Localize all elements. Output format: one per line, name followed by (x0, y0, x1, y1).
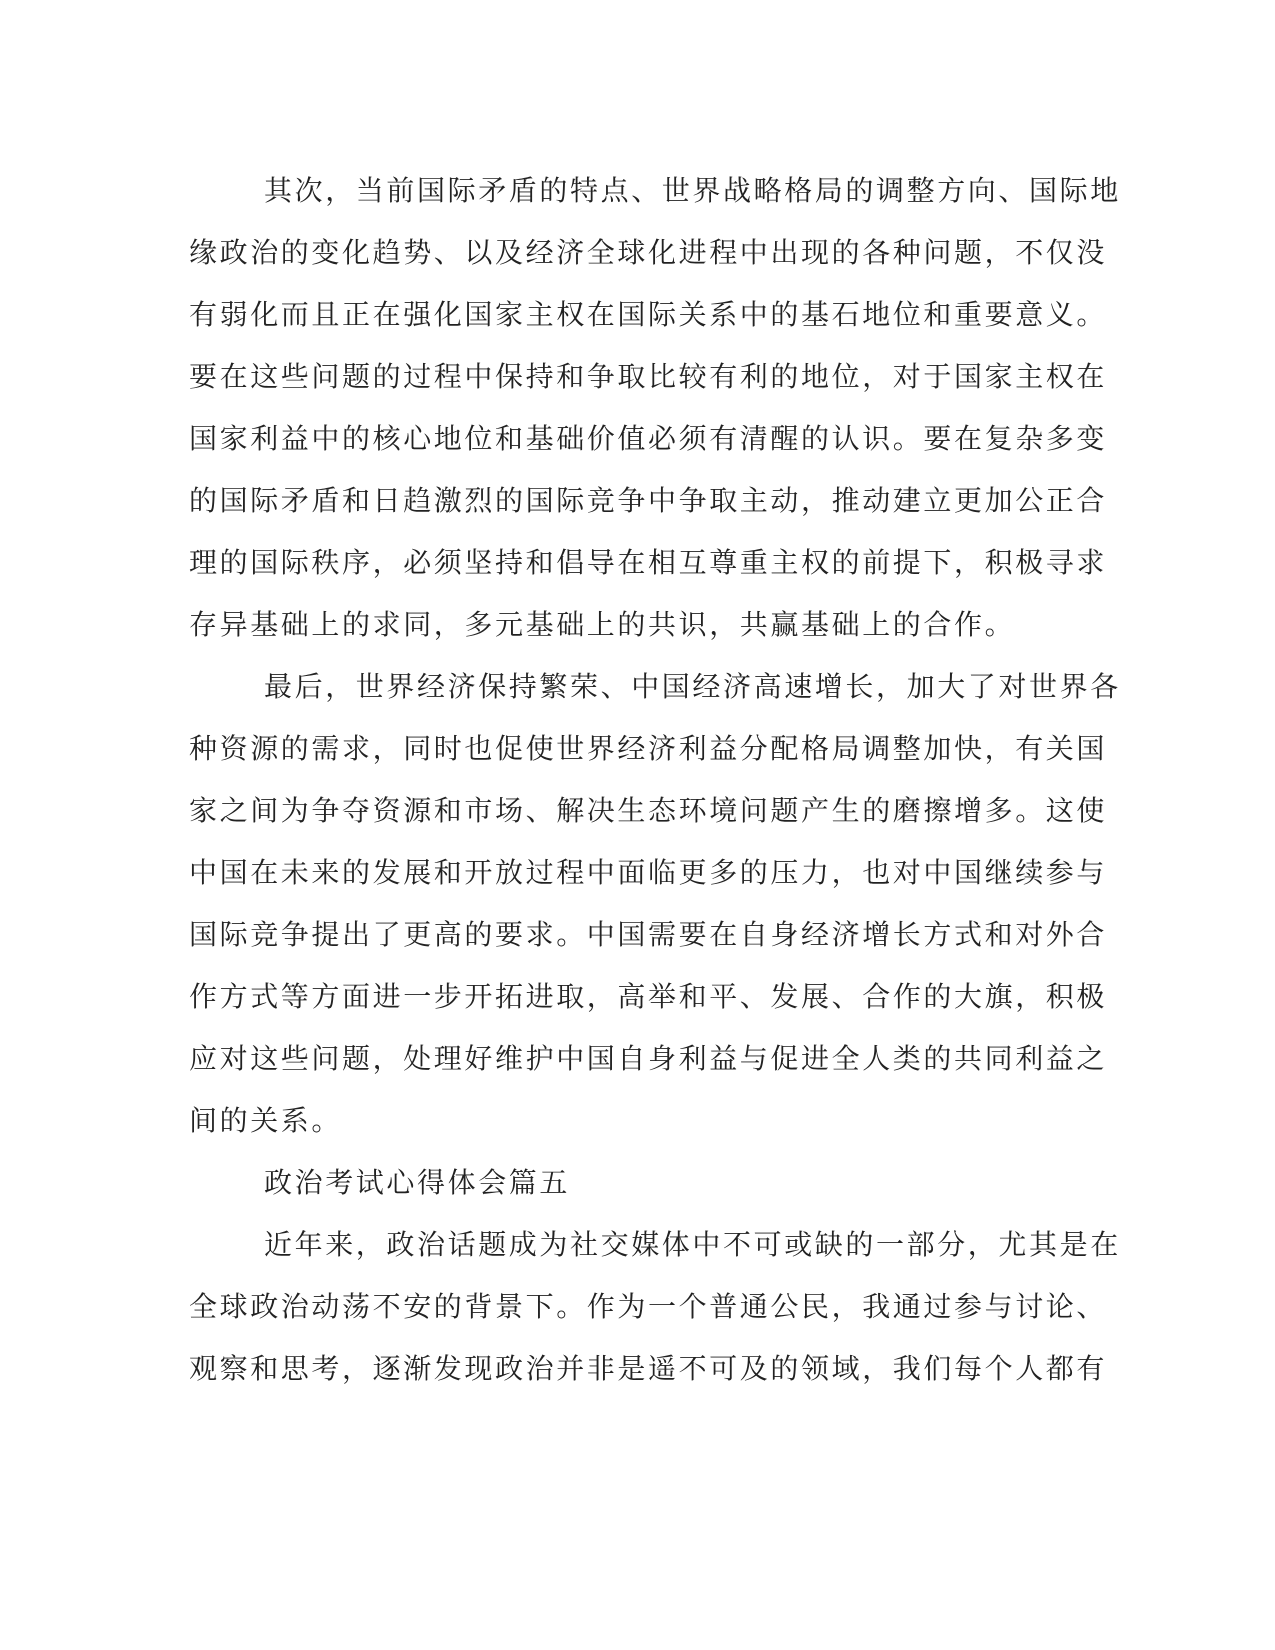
paragraph-line: 中国在未来的发展和开放过程中面临更多的压力，也对中国继续参与 (189, 856, 1108, 889)
paragraph-line: 有弱化而且正在强化国家主权在国际关系中的基石地位和重要意义。 (189, 298, 1108, 331)
paragraph-line: 要在这些问题的过程中保持和争取比较有利的地位，对于国家主权在 (189, 360, 1108, 393)
paragraph-line: 间的关系。 (189, 1104, 343, 1137)
paragraph-line: 国家利益中的核心地位和基础价值必须有清醒的认识。要在复杂多变 (189, 422, 1108, 455)
document-body (189, 160, 1121, 1400)
paragraph-line: 国际竞争提出了更高的要求。中国需要在自身经济增长方式和对外合 (189, 918, 1108, 951)
paragraph-line: 理的国际秩序，必须坚持和倡导在相互尊重主权的前提下，积极寻求 (189, 546, 1108, 579)
paragraph-line: 最后，世界经济保持繁荣、中国经济高速增长，加大了对世界各 (264, 670, 1121, 703)
paragraph-line: 作方式等方面进一步开拓进取，高举和平、发展、合作的大旗，积极 (189, 980, 1108, 1013)
paragraph-line: 种资源的需求，同时也促使世界经济利益分配格局调整加快，有关国 (189, 732, 1108, 765)
paragraph-line: 近年来，政治话题成为社交媒体中不可或缺的一部分，尤其是在 (264, 1228, 1121, 1261)
section-heading: 政治考试心得体会篇五 (264, 1166, 571, 1199)
paragraph-line: 其次，当前国际矛盾的特点、世界战略格局的调整方向、国际地 (264, 174, 1121, 207)
paragraph-line: 家之间为争夺资源和市场、解决生态环境问题产生的磨擦增多。这使 (189, 794, 1108, 827)
paragraph-line: 全球政治动荡不安的背景下。作为一个普通公民，我通过参与讨论、 (189, 1290, 1108, 1323)
paragraph-line: 观察和思考，逐渐发现政治并非是遥不可及的领域，我们每个人都有 (189, 1352, 1108, 1385)
paragraph-line: 应对这些问题，处理好维护中国自身利益与促进全人类的共同利益之 (189, 1042, 1108, 1075)
paragraph-line: 缘政治的变化趋势、以及经济全球化进程中出现的各种问题，不仅没 (189, 236, 1108, 269)
paragraph-line: 存异基础上的求同，多元基础上的共识，共赢基础上的合作。 (189, 608, 1016, 641)
paragraph-line: 的国际矛盾和日趋激烈的国际竞争中争取主动，推动建立更加公正合 (189, 484, 1108, 517)
